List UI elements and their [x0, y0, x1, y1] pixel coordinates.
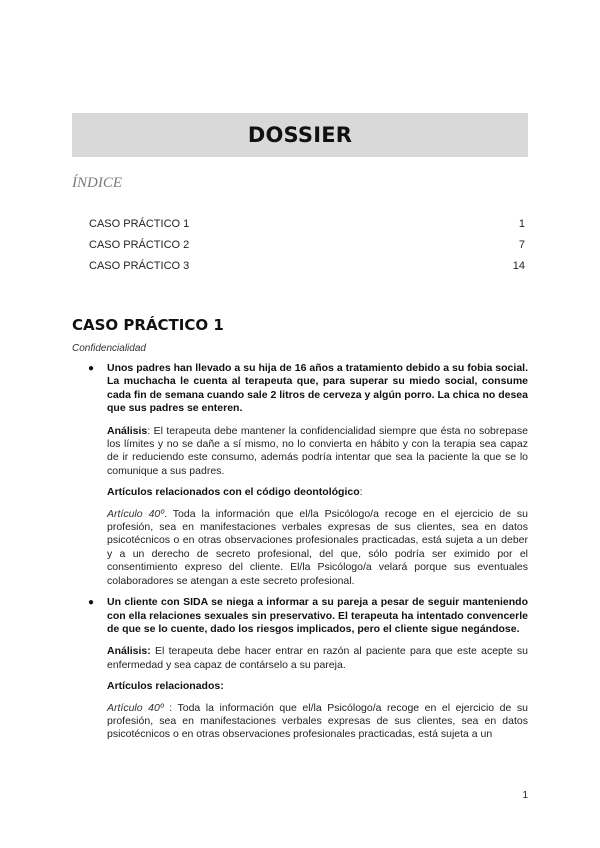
analysis-label: Análisis:: [107, 645, 151, 658]
page-number: 1: [522, 790, 528, 801]
toc-heading: ÍNDICE: [72, 175, 122, 191]
section-body: [88, 362, 528, 750]
analysis-text: El terapeuta debe hacer entrar en razón al paciente para que este acepte su enfermedad y sea capaz de contárselo a su pareja.: [107, 645, 528, 671]
document-title: DOSSIER: [247, 123, 353, 147]
table-of-contents: [89, 218, 525, 281]
analysis-paragraph: [88, 425, 528, 479]
related-articles-label: Artículos relacionados con el código deontológico: [107, 486, 360, 499]
related-articles-label: Artículos relacionados:: [107, 680, 224, 693]
case-description: Un cliente con SIDA se niega a informar a su pareja a pesar de seguir manteniendo con ella relaciones sexuales sin preservativo. El terapeuta ha intentado convencerle de que se lo cuente, dado los riesgos implicados, pero el cliente sigue negándose.: [107, 596, 528, 635]
toc-entry-label[interactable]: CASO PRÁCTICO 2: [89, 239, 190, 251]
toc-entry-page: 7: [518, 239, 525, 251]
title-banner: [72, 113, 528, 157]
bullet-icon: ●: [88, 363, 95, 374]
article-text: : Toda la información que el/la Psicólogo/a recoge en el ejercicio de su profesión, sea en manifestaciones verbales expresas de sus clientes, sea en datos psicotécnicos o en otras observaciones profesionales practicadas, está sujeta a un: [107, 701, 528, 741]
related-articles-colon: :: [359, 486, 363, 499]
case-bullet: [88, 362, 528, 416]
toc-entry[interactable]: [89, 239, 525, 260]
article-paragraph: [88, 508, 528, 588]
article-paragraph: [88, 702, 528, 742]
article-label: Artículo 40º: [107, 701, 164, 714]
toc-entry[interactable]: [89, 260, 525, 281]
section-title: CASO PRÁCTICO 1: [72, 316, 224, 334]
toc-entry[interactable]: [89, 218, 525, 239]
toc-entry-label[interactable]: CASO PRÁCTICO 1: [89, 218, 190, 230]
toc-entry-page: 14: [512, 260, 525, 272]
section-subtitle: Confidencialidad: [72, 343, 146, 354]
toc-entry-label[interactable]: CASO PRÁCTICO 3: [89, 260, 190, 272]
case-bullet: [88, 596, 528, 636]
related-articles-heading: [88, 486, 528, 499]
analysis-paragraph: [88, 645, 528, 672]
bullet-icon: ●: [88, 597, 95, 609]
case-description: Unos padres han llevado a su hija de 16 años a tratamiento debido a su fobia social. La muchacha le cuenta al terapeuta que, para superar su miedo social, consume cada fin de semana cuando sale 2 litros de cerveza y algún porro. La chica no desea que sus padres se enteren.: [107, 362, 528, 415]
toc-entry-page: 1: [518, 218, 525, 230]
article-label: Artículo 40º: [107, 507, 165, 520]
related-articles-heading: [88, 680, 528, 693]
analysis-text: : El terapeuta debe mantener la confidencialidad siempre que ésta no sobrepase los límites y no se dañe a sí mismo, no lo convierta en hábito y con la terapia sea capaz de ir reduciendo este consumo, además podría intentar que sea la paciente la que se lo comunique a sus padres.: [107, 424, 528, 477]
analysis-label: Análisis: [107, 424, 148, 437]
article-text: . Toda la información que el/la Psicólogo/a recoge en el ejercicio de su profesión, sea en manifestaciones verbales expresas de sus clientes, sea en datos psicotécnicos o en otras observaciones profesionales practicadas, está sujeta a un deber y a un derecho de secreto profesional, del que, sólo podría ser eximido por el consentimiento expreso del cliente. El/la Psicólogo/a velará porque sus eventuales colaboradores se atengan a este secreto profesional.: [107, 507, 528, 587]
